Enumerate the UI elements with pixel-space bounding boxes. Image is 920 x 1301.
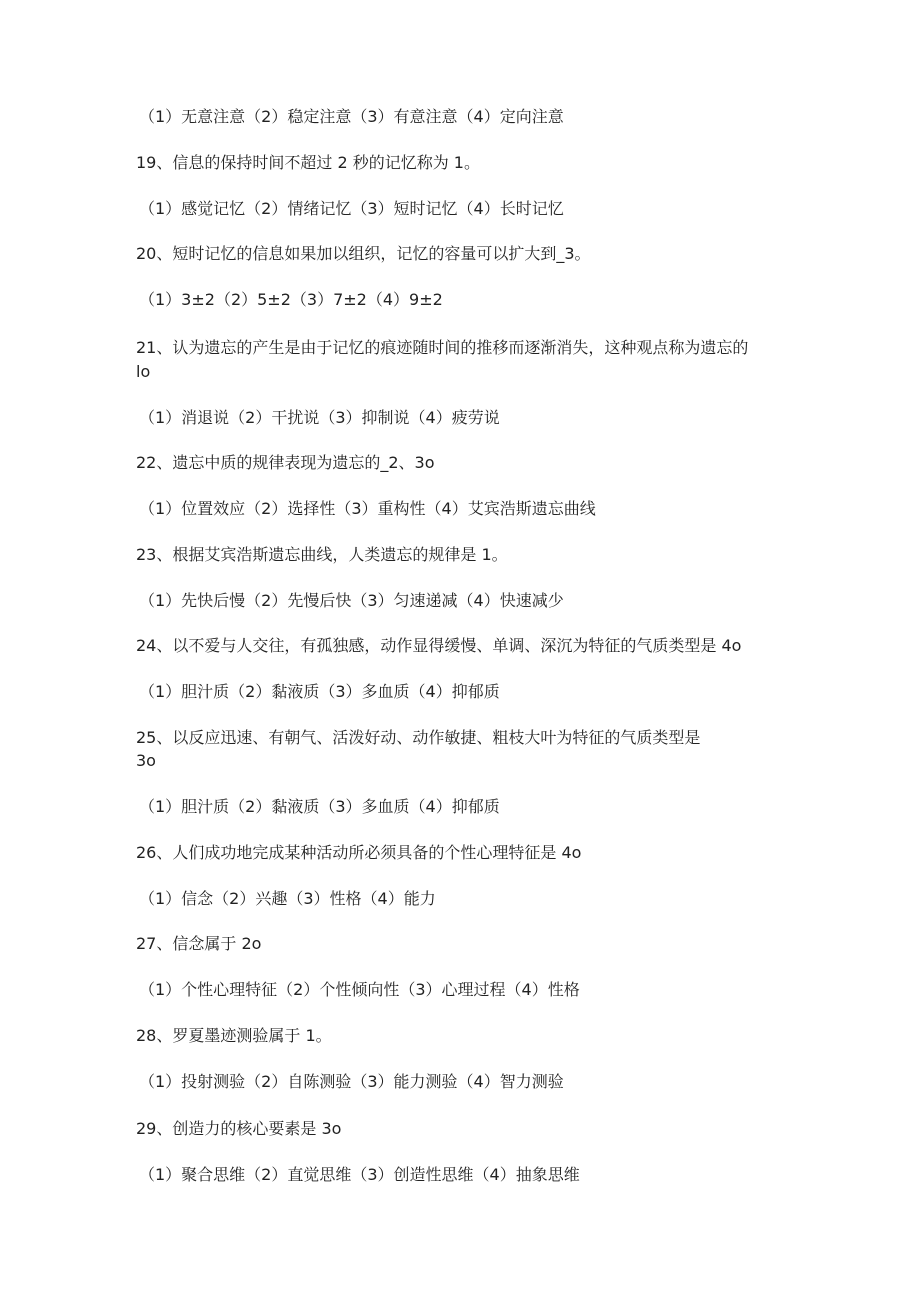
options-q25: （1）胆汁质（2）黏液质（3）多血质（4）抑郁质: [139, 797, 500, 816]
options-q22: （1）位置效应（2）选择性（3）重构性（4）艾宾浩斯遗忘曲线: [139, 499, 596, 518]
options-q27: （1）个性心理特征（2）个性倾向性（3）心理过程（4）性格: [139, 980, 580, 999]
options-q29: （1）聚合思维（2）直觉思维（3）创造性思维（4）抽象思维: [139, 1165, 580, 1184]
question-20: 20、短时记忆的信息如果加以组织，记忆的容量可以扩大到_3。: [136, 244, 591, 263]
question-26: 26、人们成功地完成某种活动所必须具备的个性心理特征是 4o: [136, 843, 582, 862]
options-q28: （1）投射测验（2）自陈测验（3）能力测验（4）智力测验: [139, 1072, 564, 1091]
options-q18: （1）无意注意（2）稳定注意（3）有意注意（4）定向注意: [139, 107, 564, 126]
question-25: 25、以反应迅速、有朝气、活泼好动、动作敏捷、粗枝大叶为特征的气质类型是: [136, 728, 701, 747]
options-q21: （1）消退说（2）干扰说（3）抑制说（4）疲劳说: [139, 408, 500, 427]
question-22: 22、遗忘中质的规律表现为遗忘的_2、3o: [136, 453, 435, 472]
question-21: 21、认为遗忘的产生是由于记忆的痕迹随时间的推移而逐渐消失，这种观点称为遗忘的: [136, 338, 749, 357]
options-q26: （1）信念（2）兴趣（3）性格（4）能力: [139, 889, 436, 908]
question-19: 19、信息的保持时间不超过 2 秒的记忆称为 1。: [136, 153, 480, 172]
question-28: 28、罗夏墨迹测验属于 1。: [136, 1026, 332, 1045]
question-24: 24、以不爱与人交往，有孤独感，动作显得缓慢、单调、深沉为特征的气质类型是 4o: [136, 636, 742, 655]
question-29: 29、创造力的核心要素是 3o: [136, 1119, 342, 1138]
question-21-answer: lo: [136, 362, 151, 381]
options-q19: （1）感觉记忆（2）情绪记忆（3）短时记忆（4）长时记忆: [139, 199, 564, 218]
options-q24: （1）胆汁质（2）黏液质（3）多血质（4）抑郁质: [139, 682, 500, 701]
question-25-answer: 3o: [136, 751, 156, 770]
question-23: 23、根据艾宾浩斯遗忘曲线，人类遗忘的规律是 1。: [136, 545, 508, 564]
question-27: 27、信念属于 2o: [136, 934, 262, 953]
options-q20: （1）3±2（2）5±2（3）7±2（4）9±2: [139, 290, 443, 309]
options-q23: （1）先快后慢（2）先慢后快（3）匀速递减（4）快速减少: [139, 591, 564, 610]
